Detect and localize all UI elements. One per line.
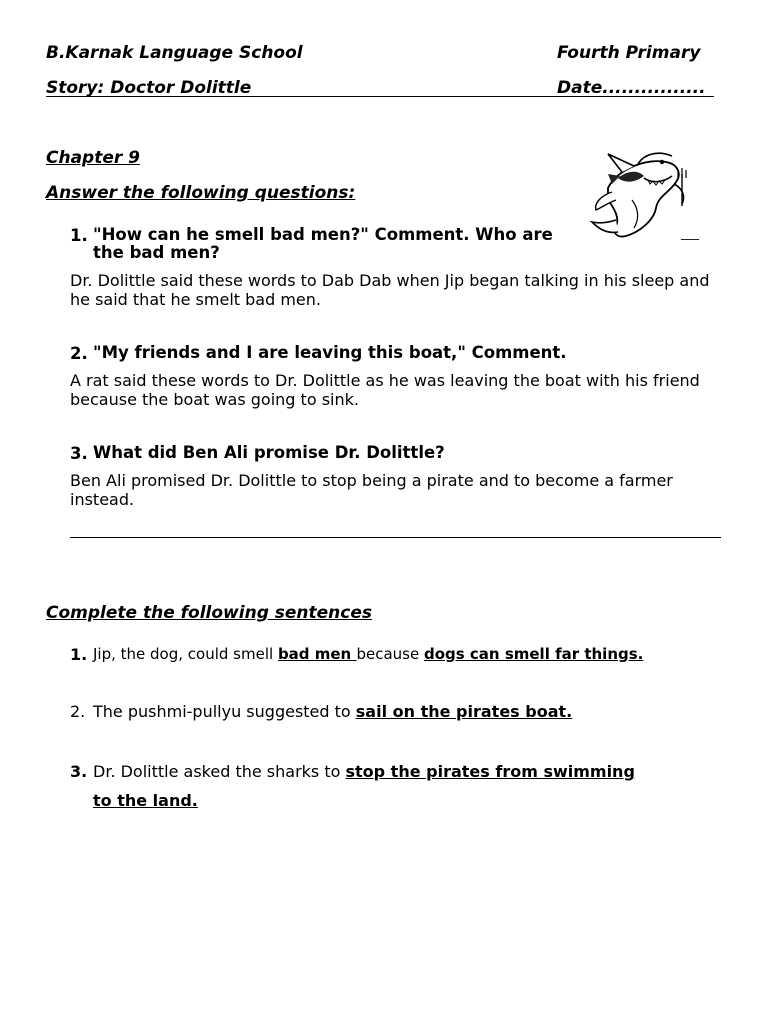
sentence-3-continuation bbox=[93, 791, 198, 810]
sentence-1-fill2: dogs can smell far things. bbox=[423, 645, 644, 663]
question-1-number: 1. bbox=[70, 226, 88, 245]
sentence-2-fill1: sail on the pirates boat. bbox=[355, 702, 573, 721]
sentence-1-part2: because bbox=[356, 645, 424, 663]
date-field: Date................ bbox=[557, 78, 706, 98]
chapter-title: Chapter 9 bbox=[46, 148, 141, 168]
answer-divider-line bbox=[70, 537, 721, 538]
sentence-2-part1: The pushmi-pullyu suggested to bbox=[93, 702, 356, 721]
sentence-2-number: 2. bbox=[70, 702, 86, 721]
grade-label: Fourth Primary bbox=[557, 43, 701, 63]
illustration-mark: ___ bbox=[681, 226, 699, 240]
sentence-3-fill1-line2: to the land. bbox=[93, 791, 198, 810]
sentence-1 bbox=[93, 645, 643, 663]
story-title: Story: Doctor Dolittle bbox=[46, 78, 252, 98]
sentence-2 bbox=[93, 702, 572, 721]
answer-1-text: Dr. Dolittle said these words to Dab Dab when Jip began talking in his sleep and he said that he smelt bad men. bbox=[70, 271, 710, 309]
header-underline bbox=[46, 96, 714, 97]
answer-3-text: Ben Ali promised Dr. Dolittle to stop being a pirate and to become a farmer instead. bbox=[70, 471, 673, 509]
section-answer-title: Answer the following questions: bbox=[46, 183, 356, 203]
sentence-1-number: 1. bbox=[70, 645, 88, 664]
sentence-1-part1: Jip, the dog, could smell bbox=[93, 645, 278, 663]
question-2-number: 2. bbox=[70, 344, 88, 363]
answer-2-text: A rat said these words to Dr. Dolittle as he was leaving the boat with his friend because the boat was going to sink. bbox=[70, 371, 700, 409]
sentence-3-fill1: stop the pirates from swimming bbox=[345, 762, 635, 781]
sentence-3-number: 3. bbox=[70, 762, 88, 781]
sentence-3 bbox=[93, 762, 635, 781]
question-3-text: What did Ben Ali promise Dr. Dolittle? bbox=[93, 443, 445, 462]
question-1-text: "How can he smell bad men?" Comment. Who are the bad men? bbox=[93, 225, 553, 262]
sentence-1-fill1: bad men bbox=[277, 645, 357, 663]
sentence-3-part1: Dr. Dolittle asked the sharks to bbox=[93, 762, 346, 781]
question-2-text: "My friends and I are leaving this boat," Comment. bbox=[93, 343, 567, 362]
school-name: B.Karnak Language School bbox=[46, 43, 303, 63]
section-complete-title: Complete the following sentences bbox=[46, 603, 373, 623]
question-3-number: 3. bbox=[70, 444, 88, 463]
